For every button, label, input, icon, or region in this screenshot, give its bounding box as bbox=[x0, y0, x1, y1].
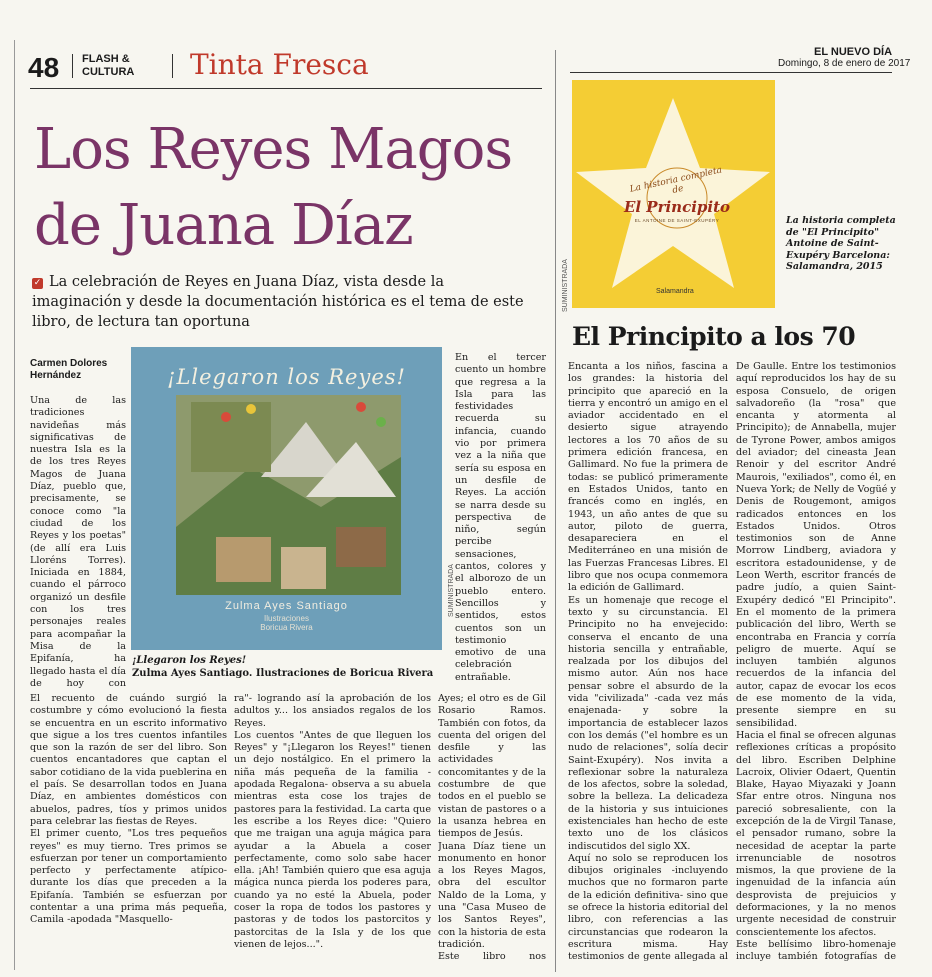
page-number: 48 bbox=[28, 52, 60, 83]
article-column-1-bottom: El recuento de cuándo surgió la costumbre y cómo evolucionó la fiesta se encuentra en un escrito informativo que sigue a los tres cuentos infantiles que son la razón de ser del libro. Son cuentos encantadores que captan el sabor cotidiano de la vida pueblerina en el país. Se desarrollan todos en Juana Díaz, en ambientes domésticos con abuelos, padres, tíos y primos unidos para celebrar las fiestas de Reyes. El primer cuento, "Los tres pequeños reyes" es muy tierno. Tres primos se esfuerzan por tener un comportamiento perfecto y perfectamente atípico- durante los días que preceden a la Epifanía. También se esfuerzan por contentar a una prima más pequeña, Camila -apodada "Masquello- bbox=[30, 693, 227, 926]
header-divider bbox=[72, 54, 73, 78]
page-column-divider bbox=[555, 50, 556, 972]
book-cover-image bbox=[131, 347, 442, 650]
cover-illustrator bbox=[131, 614, 442, 632]
section-label-line1: FLASH & bbox=[82, 53, 130, 65]
book-cover-el-principito bbox=[572, 80, 775, 308]
article-headline-line2: de Juana Díaz bbox=[34, 193, 413, 258]
cover-subtitle: EL ANTOINE DE SAINT-EXUPÉRY bbox=[634, 218, 720, 223]
cover-author: Zulma Ayes Santiago bbox=[225, 600, 348, 612]
header-divider bbox=[172, 54, 173, 78]
article-column-3-bottom: Ayes; el otro es de Gil Rosario Ramos. También con fotos, da cuenta del origen del desfile y las actividades concomitantes y de la costumbre de que todos en el pueblo se vistan de pastores o a la usanza hebrea en tiempos de Jesús. Juana Díaz tiene un monumento en honor a los Reyes Magos, obra del escultor Naldo de la Loma, y una "Casa Museo de los Santos Reyes", con la historia de esta tradición. Este libro nos bbox=[438, 693, 546, 963]
article-headline-line1: Los Reyes Magos bbox=[34, 117, 513, 182]
deck-text: La celebración de Reyes en Juana Díaz, vista desde la imaginación y desde la documentación histórica es el tema de este libro, de lectura tan oportuna bbox=[32, 274, 524, 330]
article2-column-1: Encanta a los niños, fascina a los grandes: la historia del principito que apareció en la tierra y encontró un amigo en el aviador accidentado en el desierto sigue atrayendo lectores a los 70 años de su primera edición francesa, en Gallimard. No fue la primera de todas: se publicó primeramente en Estados Unidos, tanto en francés como en inglés, en 1943, un año antes de que su autor, piloto de guerra, desapareciera en el Mediterráneo en una misión de las Fuerzas Francesas Libres. El libro que nos ocupa conmemora la edición de Gallimard. Es un homenaje que recoge el texto y su circunstancia. El Principito no ha envejecido: conserva el encanto de una historia sencilla y entrañable, realzada por los dibujos del mismo autor. Aún nos hace pensar sobre el absurdo de la vida "civilizada" -cada vez más enajenada- y sobre la importancia de establecer lazos con los demás ("el hombre es un nudo de relaciones", solía decir Saint-Exupéry). Nos invita a reflexionar sobre la naturaleza de los afectos, sobre la soledad, sobre la belleza. La delicadeza de la historia y sus intuiciones existenciales han hecho de este texto uno de los clásicos indiscutidos del siglo XX. Aquí no solo se reproducen los dibujos originales -incluyendo muchos que no formaron parte de la edición definitiva- sino que se ofrece la historia editorial del libro, con referencias a las circunstancias que rodearon la escritura misma. Hay testimonios de gente allegada al bbox=[568, 361, 728, 963]
column-name: Tinta Fresca bbox=[190, 48, 369, 81]
photo-credit: SUMINISTRADA bbox=[448, 564, 455, 617]
cover-caption-title: ¡Llegaron los Reyes! bbox=[132, 655, 247, 666]
article-column-3-top: En el tercer cuento un hombre que regresa a la Isla para las festividades recuerda su infancia, cuando vio por primera vez a la niña que sería su esposa en un desfile de Reyes. La acción se narra desde su perspectiva de niño, según percibe sensaciones, cantos, colores y el alborozo de un pueblo entero. Sencillos y sentidos, estos cuentos son un testimonio emotivo de una celebración entrañable. bbox=[455, 352, 546, 683]
article-headline: El Principito a los 70 bbox=[572, 322, 856, 351]
cover-illustrator-name: Boricua Rivera bbox=[260, 623, 313, 632]
cover-publisher: Salamandra bbox=[656, 288, 694, 295]
header-rule bbox=[570, 72, 892, 73]
header-rule bbox=[30, 88, 542, 89]
newspaper-name: EL NUEVO DÍA bbox=[814, 46, 893, 58]
cover-title: ¡Llegaron los Reyes! bbox=[167, 365, 406, 389]
article-byline: Carmen Dolores Hernández bbox=[30, 358, 108, 381]
article-column-2: ra"- logrando así la aprobación de los adultos y... los ansiados regalos de los Reyes. Los cuentos "Antes de que lleguen los Reyes" y "¡Llegaron los Reyes!" tienen un dejo nostálgico. En el primero la niña más pequeña de la familia -apodada Regalona- observa a su abuela mientras esta cose los trajes de pastores para la festividad. La carta que les escribe a los Reyes dice: "Quiero que me traigan una aguja mágica para ayudar a la Abuela a coser perfectamente, como solo sabe hacer ella. ¡Ah! También quiero que esa aguja mágica nunca pierda los poderes para, cuando ya no esté la Abuela, poder coser la ropa de todos los pastores y pastoras y de todos los pastorcitos y pastorcitas de la Isla y de los que vienen de lejos...". bbox=[234, 693, 431, 950]
checkbox-icon: ✓ bbox=[33, 278, 42, 288]
cover-top-title: La historia completa de bbox=[628, 165, 723, 196]
cover-illustrations-label: Ilustraciones bbox=[264, 614, 309, 623]
article-deck bbox=[32, 272, 532, 332]
article-column-1-top: Una de las tradiciones navideñas más significativas de nuestra Isla es la de los tres Reyes Magos de Juana Díaz, pueblo que, precisamente, se conoce como "la ciudad de los Reyes y los poetas" (de allí era Luis Lloréns Torres). Iniciada en 1884, cuando el párroco organizó un desfile con los tres personajes reales para acompañar la Misa de la Epifanía, ha llegado hasta el día de hoy con bbox=[30, 395, 126, 689]
photo-credit: SUMINISTRADA bbox=[562, 259, 569, 312]
book-caption: La historia completa de "El Principito" Antoine de Saint-Exupéry Barcelona: Salamandra, 2015 bbox=[786, 215, 896, 272]
article2-column-2: De Gaulle. Entre los testimonios aquí reproducidos los hay de su esposa Consuelo, de origen salvadoreño (la "rosa" que encanta y atormenta al Principito); de Annabella, mujer de Tyrone Power, ambos amigos del aviador; del cineasta Jean Renoir y del escritor André Maurois, "exiliados", como él, en Nueva York; de Nelly de Vogüé y Denis de Rougemont, amigos radicados entonces en los Estados Unidos. Otros testimonios son de Anne Morrow Lindberg, aviadora y escritora estadounidense, y de Leon Werth, escritor francés de padre judío, a quien Saint-Exupéry dedicó "El Principito". En el momento de la primera publicación del libro, Werth se encontraba en Francia y corría peligro de muerte. Aquí se incluyen también algunos recuerdos de la infancia del autor, capaz de evocar los ecos de ese momento de la vida, presente siempre en su sensibilidad. Hacia el final se ofrecen algunas reflexiones críticas a propósito del libro. Escriben Delphine Lacroix, Olivier Odaert, Quentin Blake, Hayao Miyazaki y Joann Sfar entre otros. Ninguna nos pareció sobresaliente, con la excepción de la de Virgil Tanase, el pensador rumano, sobre la necesidad de aceptar la parte irrenunciable de nosotros mismos, la que proviene de la ingenuidad de la infancia aún desprovista de prejuicios y deformaciones, y la no menos urgente necesidad de construir conscientemente los afectos. Este bellísimo libro-homenaje incluye también fotografías de bbox=[736, 361, 896, 963]
cover-caption-info: Zulma Ayes Santiago. Ilustraciones de Boricua Rivera bbox=[132, 668, 434, 679]
cover-main-title: El Principito bbox=[623, 198, 731, 216]
section-label-line2: CULTURA bbox=[82, 66, 135, 78]
scan-edge bbox=[14, 40, 15, 970]
publication-date: Domingo, 8 de enero de 2017 bbox=[778, 58, 911, 69]
